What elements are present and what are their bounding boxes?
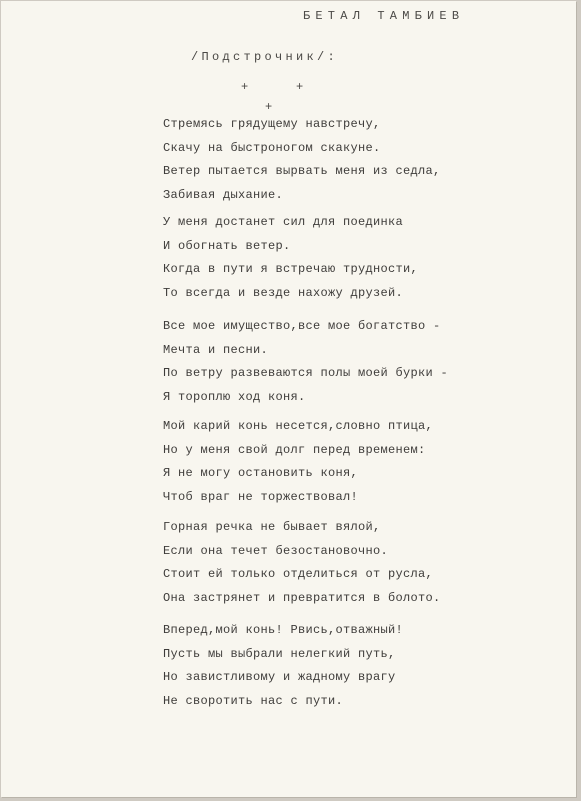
- document-subtitle: /Подстрочник/:: [191, 50, 339, 64]
- verse-line: Я тороплю ход коня.: [163, 389, 306, 404]
- stanza-1: [163, 113, 441, 207]
- separator-mark: +: [265, 100, 273, 114]
- verse-line: Но у меня свой долг перед временем:: [163, 442, 426, 457]
- verse-line: По ветру развеваются полы моей бурки -: [163, 366, 449, 380]
- verse-line: Вперед,мой конь! Рвись,отважный!: [163, 623, 404, 637]
- stanza-5: [163, 516, 441, 610]
- verse-line: Забивая дыхание.: [163, 187, 284, 202]
- verse-line: Она застрянет и превратится в болото.: [163, 590, 441, 605]
- stanza-2: [163, 211, 418, 305]
- verse-line: Когда в пути я встречаю трудности,: [163, 262, 419, 276]
- typed-page: [1, 1, 576, 797]
- verse-line: Я не могу остановить коня,: [163, 466, 359, 480]
- verse-line: Чтоб враг не торжествовал!: [163, 489, 359, 504]
- verse-line: Стоит ей только отделиться от русла,: [163, 567, 434, 581]
- separator-mark: +: [296, 80, 304, 94]
- verse-line: Если она течет безостановочно.: [163, 543, 389, 558]
- verse-line: Горная речка не бывает вялой,: [163, 520, 381, 534]
- verse-line: Ветер пытается вырвать меня из седла,: [163, 164, 441, 178]
- verse-line: То всегда и везде нахожу друзей.: [163, 285, 404, 300]
- verse-line: Но завистливому и жадному врагу: [163, 670, 396, 684]
- verse-line: Скачу на быстроногом скакуне.: [163, 140, 381, 155]
- verse-line: Пусть мы выбрали нелегкий путь,: [163, 646, 396, 661]
- stanza-6: [163, 619, 403, 713]
- verse-line: Не своротить нас с пути.: [163, 693, 344, 708]
- stanza-3: [163, 315, 448, 409]
- author-name: БЕТАЛ ТАМБИЕВ: [303, 9, 465, 23]
- verse-line: Все мое имущество,все мое богатство -: [163, 319, 441, 333]
- verse-line: Стремясь грядущему навстречу,: [163, 117, 381, 131]
- separator-mark: +: [241, 80, 249, 94]
- verse-line: Мой карий конь несется,словно птица,: [163, 419, 434, 433]
- stanza-4: [163, 415, 433, 509]
- verse-line: У меня достанет сил для поединка: [163, 215, 404, 229]
- verse-line: Мечта и песни.: [163, 342, 269, 357]
- verse-line: И обогнать ветер.: [163, 238, 291, 253]
